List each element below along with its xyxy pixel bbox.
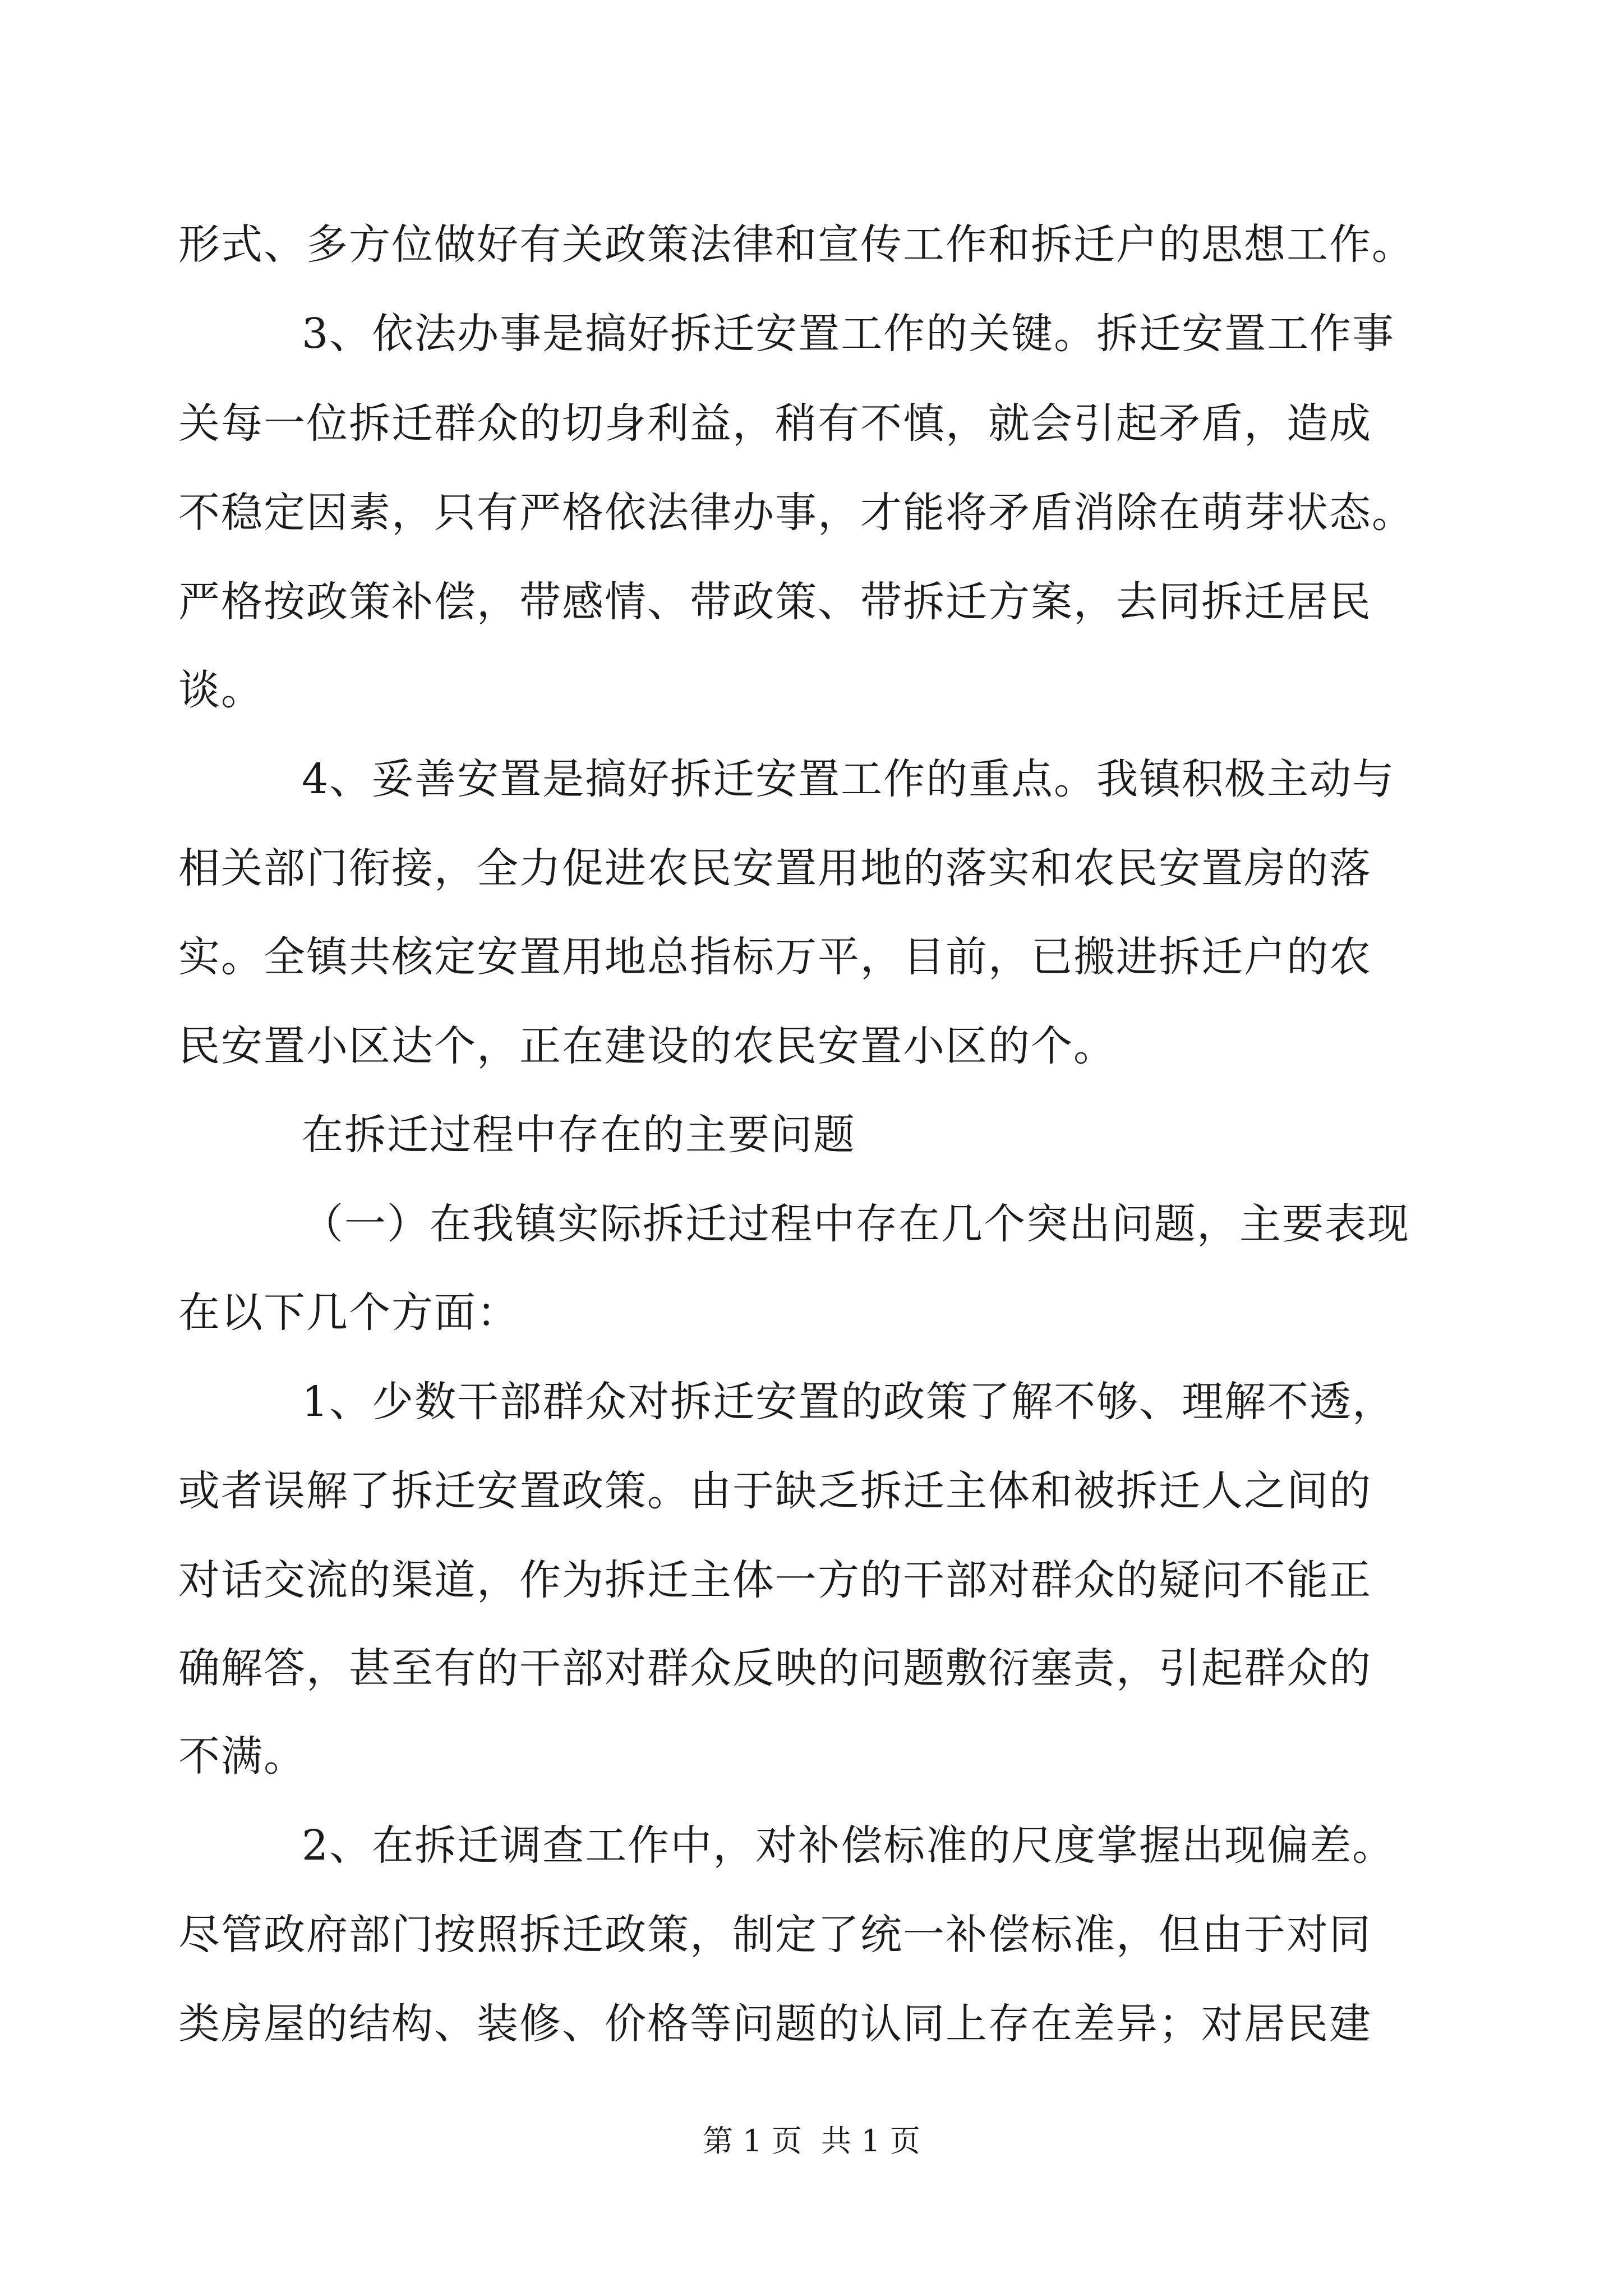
text-line: 谈。	[178, 666, 264, 714]
text-line: 关每一位拆迁群众的切身利益，稍有不慎，就会引起矛盾，造成	[178, 399, 1372, 448]
text-line: （一）在我镇实际拆迁过程中存在几个突出问题，主要表现	[302, 1200, 1410, 1248]
text-line: 类房屋的结构、装修、价格等问题的认同上存在差异；对居民建	[178, 2000, 1372, 2048]
text-line: 尽管政府部门按照拆迁政策，制定了统一补偿标准，但由于对同	[178, 1911, 1372, 1959]
text-line: 不满。	[178, 1732, 306, 1780]
text-line: 或者误解了拆迁安置政策。由于缺乏拆迁主体和被拆迁人之间的	[178, 1467, 1372, 1515]
text-line: 2、在拆迁调查工作中，对补偿标准的尺度掌握出现偏差。	[302, 1821, 1395, 1870]
page-footer: 第 1 页 共 1 页	[703, 2123, 920, 2159]
text-line: 不稳定因素，只有严格依法律办事，才能将矛盾消除在萌芽状态。	[178, 489, 1414, 537]
text-line: 3、依法办事是搞好拆迁安置工作的关键。拆迁安置工作事	[302, 310, 1395, 358]
text-line: 对话交流的渠道，作为拆迁主体一方的干部对群众的疑问不能正	[178, 1556, 1372, 1604]
text-line: 4、妥善安置是搞好拆迁安置工作的重点。我镇积极主动与	[302, 755, 1395, 803]
text-line: 实。全镇共核定安置用地总指标万平，目前，已搬进拆迁户的农	[178, 933, 1372, 981]
text-line: 1、少数干部群众对拆迁安置的政策了解不够、理解不透，	[302, 1378, 1395, 1426]
text-line: 相关部门衔接，全力促进农民安置用地的落实和农民安置房的落	[178, 844, 1372, 892]
text-line: 形式、多方位做好有关政策法律和宣传工作和拆迁户的思想工作。	[178, 220, 1414, 269]
text-line: 严格按政策补偿，带感情、带政策、带拆迁方案，去同拆迁居民	[178, 578, 1372, 626]
section-heading: 在拆迁过程中存在的主要问题	[302, 1111, 856, 1159]
text-line: 民安置小区达个，正在建设的农民安置小区的个。	[178, 1022, 1116, 1070]
text-line: 在以下几个方面：	[178, 1289, 519, 1337]
text-line: 确解答，甚至有的干部对群众反映的问题敷衍塞责，引起群众的	[178, 1644, 1372, 1692]
